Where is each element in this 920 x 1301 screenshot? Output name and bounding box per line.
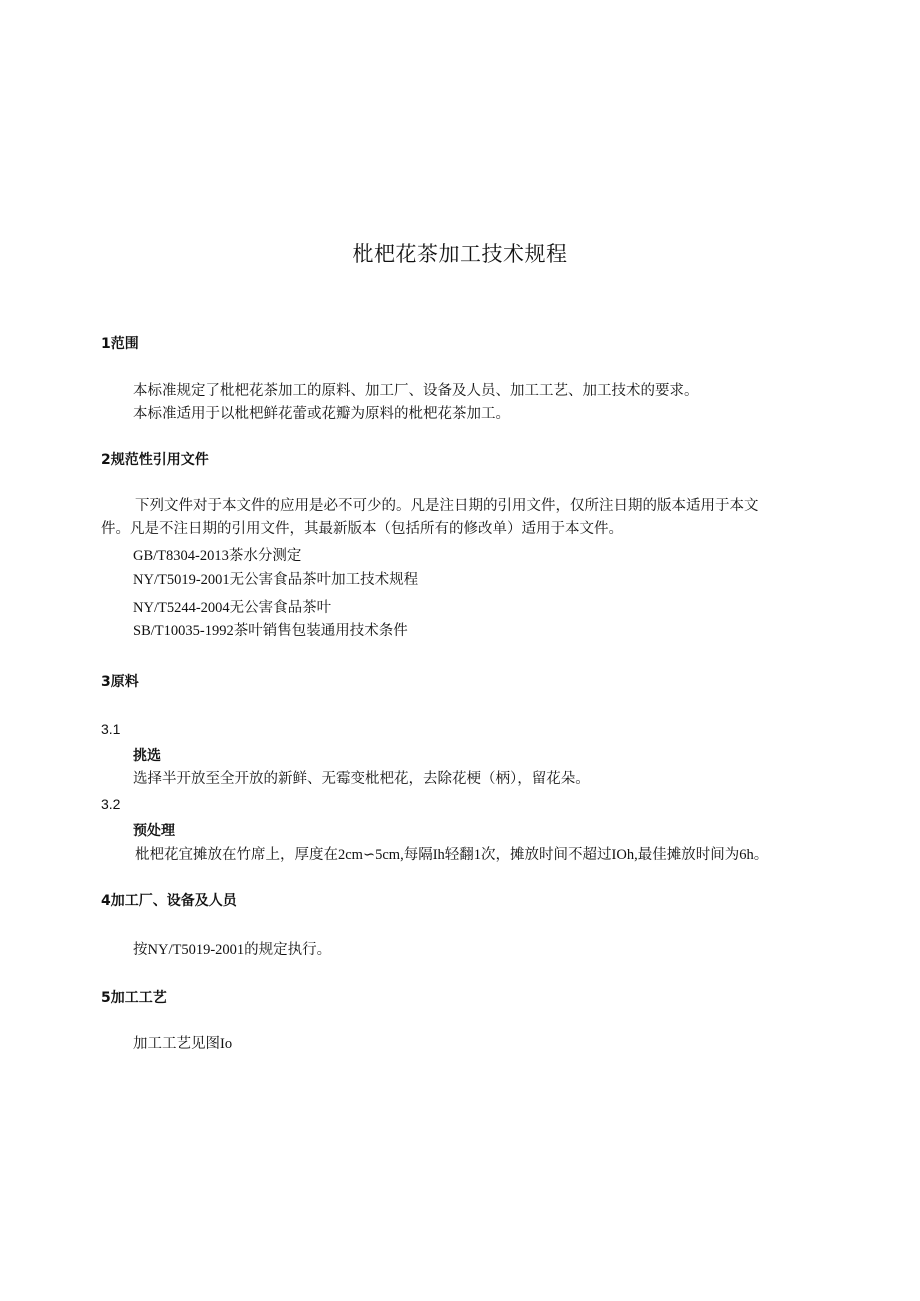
section-3-heading: 3原料 <box>101 674 139 690</box>
subsection-3-1-text: 选择半开放至全开放的新鲜、无霉变枇杷花，去除花梗（柄），留花朵。 <box>133 771 590 787</box>
section-4-heading: 4加工厂、设备及人员 <box>101 893 237 909</box>
section-5-text: 加工工艺见图Io <box>133 1036 233 1052</box>
reference-item: SB/T10035-1992茶叶销售包装通用技术条件 <box>133 623 408 639</box>
reference-item: NY/T5019-2001无公害食品茶叶加工技术规程 <box>133 572 419 588</box>
reference-item: NY/T5244-2004无公害食品茶叶 <box>133 600 332 616</box>
subsection-3-2-text: 枇杷花宜摊放在竹席上，厚度在2cm∽5cm,每隔Ih轻翻1次，摊放时间不超过IOh,最佳摊放时间为6h。 <box>135 847 769 863</box>
section-2-intro-line-2: 件。凡是不注日期的引用文件，其最新版本（包括所有的修改单）适用于本文件。 <box>101 521 623 537</box>
subsection-3-2-number: 3.2 <box>101 796 121 812</box>
subsection-3-1-number: 3.1 <box>101 721 121 737</box>
section-2-intro-line-1: 下列文件对于本文件的应用是必不可少的。凡是注日期的引用文件，仅所注日期的版本适用于本文 <box>135 498 759 514</box>
section-4-text: 按NY/T5019-2001的规定执行。 <box>133 942 332 958</box>
section-2-heading: 2规范性引用文件 <box>101 452 209 468</box>
document-title: 枇杷花茶加工技术规程 <box>352 242 568 266</box>
section-1-heading: 1范围 <box>101 336 139 352</box>
section-5-heading: 5加工工艺 <box>101 990 167 1006</box>
subsection-3-1-title: 挑选 <box>133 748 161 764</box>
subsection-3-2-title: 预处理 <box>133 823 175 839</box>
section-1-paragraph-1: 本标准规定了枇杷花茶加工的原料、加工厂、设备及人员、加工工艺、加工技术的要求。 <box>133 383 699 399</box>
section-1-paragraph-2: 本标准适用于以枇杷鲜花蕾或花瓣为原料的枇杷花茶加工。 <box>133 406 510 422</box>
reference-item: GB/T8304-2013茶水分测定 <box>133 548 302 564</box>
